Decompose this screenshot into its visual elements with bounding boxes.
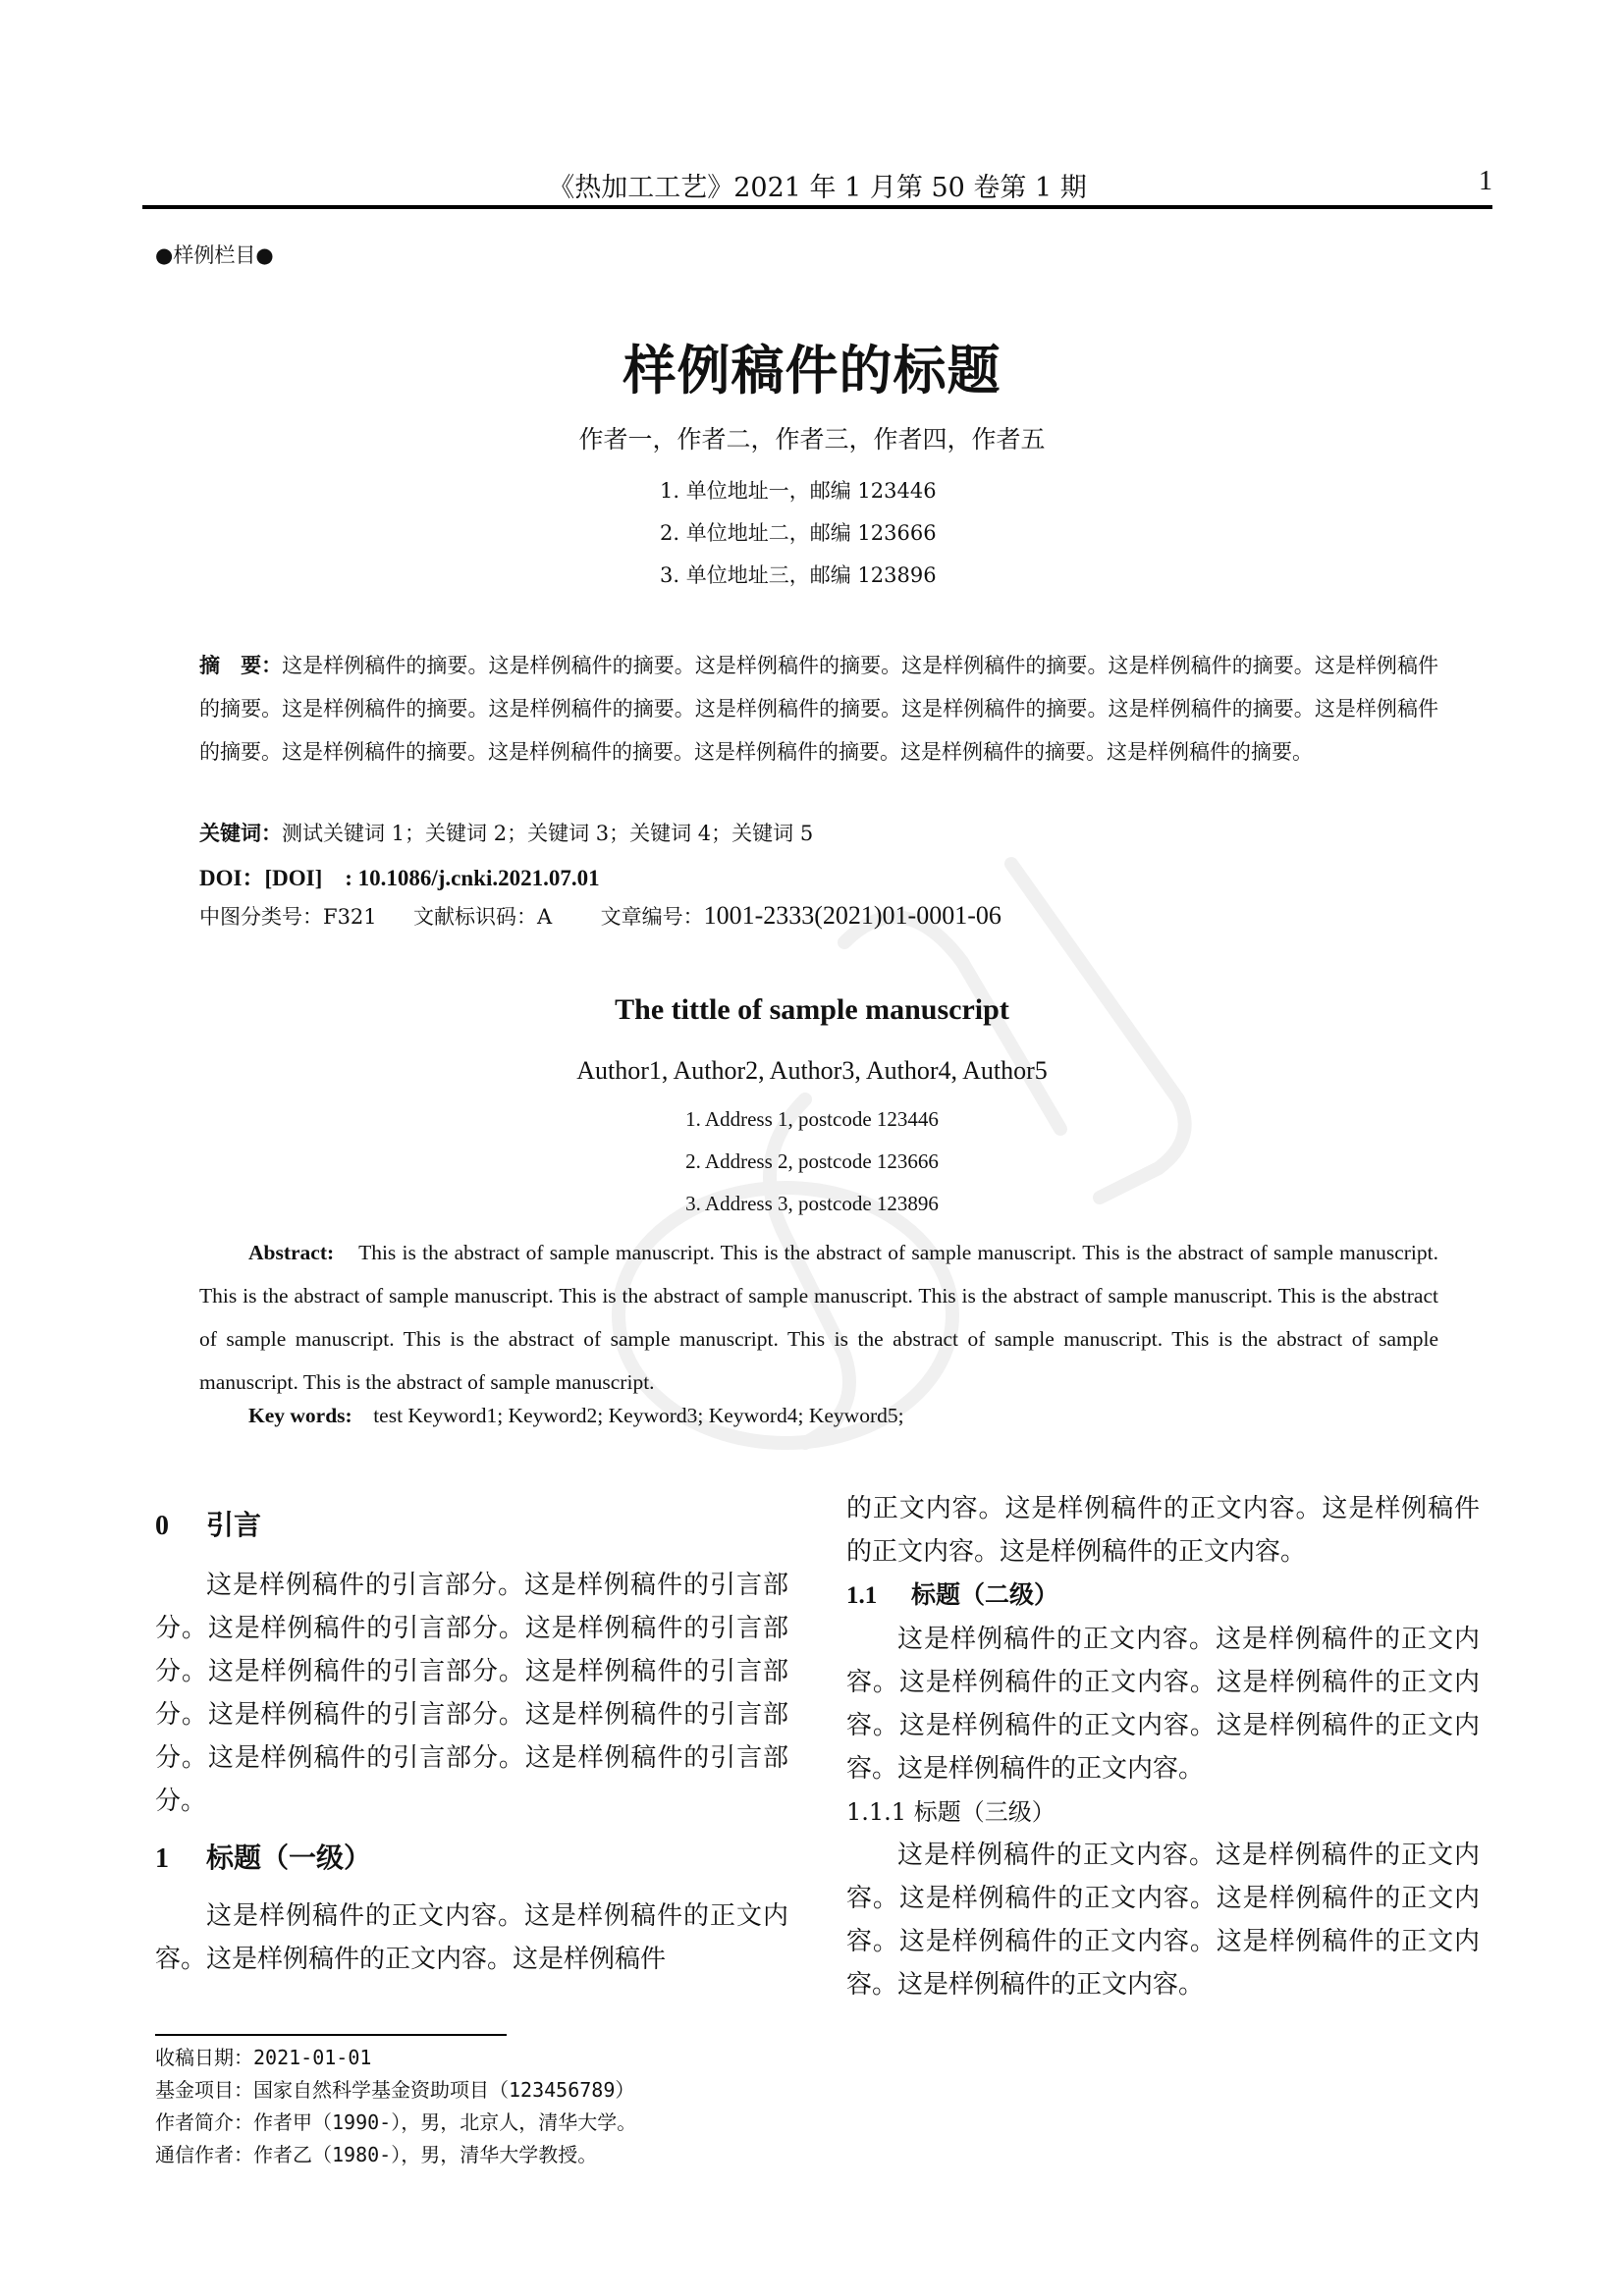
keywords-cn-label: 关键词： — [199, 822, 282, 845]
section-heading-0 — [155, 1504, 788, 1548]
doc-code-value: A — [537, 905, 553, 929]
keywords-chinese — [199, 818, 813, 847]
affiliation-en-3: 3. Address 3, postcode 123896 — [685, 1192, 939, 1215]
column-tag: ●样例栏目● — [155, 243, 274, 267]
section-1-paragraph: 这是样例稿件的正文内容。这是样例稿件的正文内容。这是样例稿件的正文内容。这是样例稿件 — [155, 1901, 788, 1974]
footnote-corresponding-author: 通信作者：作者乙（1980-），男，清华大学教授。 — [155, 2143, 598, 2166]
journal-issue: 《热加工工艺》2021 年 1 月第 50 卷第 1 期 — [548, 173, 1087, 203]
footnotes — [155, 2042, 636, 2171]
affiliation-cn-3: 3. 单位地址三，邮编 123896 — [660, 563, 937, 587]
body-right-column — [846, 1487, 1480, 2006]
affiliation-cn-1: 1. 单位地址一，邮编 123446 — [660, 479, 937, 503]
doc-code-label: 文献标识码： — [413, 905, 538, 929]
intro-paragraph: 这是样例稿件的引言部分。这是样例稿件的引言部分。这是样例稿件的引言部分。这是样例稿件的引言部分。这是样例稿件的引言部分。这是样例稿件的引言部分。这是样例稿件的引言部分。这是样例稿件的引言部分。这是样例稿件的引言部分。这是样例稿件的引言部分。 — [155, 1571, 788, 1816]
title-chinese: 样例稿件的标题 — [623, 340, 1001, 401]
keywords-english — [248, 1404, 904, 1428]
affiliation-en-2: 2. Address 2, postcode 123666 — [685, 1149, 939, 1173]
section-heading-1-1 — [846, 1574, 1480, 1618]
section-title: 引言 — [206, 1509, 262, 1541]
abstract-en-label: Abstract: — [248, 1241, 335, 1264]
body-left-column — [155, 1504, 788, 1981]
footnote-author-bio: 作者简介：作者甲（1990-），男，北京人，清华大学。 — [155, 2110, 637, 2134]
authors-chinese: 作者一，作者二，作者三，作者四，作者五 — [578, 425, 1046, 454]
abstract-chinese — [199, 644, 1438, 774]
authors-english: Author1, Author2, Author3, Author4, Author5 — [576, 1056, 1048, 1085]
section-number: 1.1 — [846, 1582, 878, 1609]
doi-value[interactable]: [DOI] : 10.1086/j.cnki.2021.07.01 — [264, 866, 600, 890]
affiliation-en-1: 1. Address 1, postcode 123446 — [685, 1107, 939, 1131]
page-number: 1 — [1479, 166, 1492, 196]
article-no-value: 1001-2333(2021)01-0001-06 — [703, 901, 1001, 930]
clc-label: 中图分类号： — [199, 905, 323, 929]
article-no-label: 文章编号： — [600, 905, 704, 929]
section-heading-1 — [155, 1837, 788, 1881]
keywords-en-label: Key words: — [248, 1404, 352, 1427]
section-1-1-1-paragraph: 这是样例稿件的正文内容。这是样例稿件的正文内容。这是样例稿件的正文内容。这是样例稿件的正文内容。这是样例稿件的正文内容。这是样例稿件的正文内容。这是样例稿件的正文内容。 — [846, 1841, 1480, 2000]
footnote-received-date: 收稿日期：2021-01-01 — [155, 2046, 372, 2069]
classification-line — [199, 901, 1001, 931]
section-number: 1 — [155, 1843, 169, 1874]
section-1-1-paragraph: 这是样例稿件的正文内容。这是样例稿件的正文内容。这是样例稿件的正文内容。这是样例稿件的正文内容。这是样例稿件的正文内容。这是样例稿件的正文内容。这是样例稿件的正文内容。 — [846, 1625, 1480, 1784]
doi-label: DOI： — [199, 866, 265, 890]
keywords-cn-text: 测试关键词 1；关键词 2；关键词 3；关键词 4；关键词 5 — [282, 822, 814, 845]
doi-line — [199, 860, 600, 892]
affiliation-cn-2: 2. 单位地址二，邮编 123666 — [660, 521, 937, 545]
title-english: The tittle of sample manuscript — [615, 993, 1009, 1026]
section-heading-1-1-1: 1.1.1 标题（三级） — [846, 1798, 1056, 1826]
footnote-funding: 基金项目：国家自然科学基金资助项目（123456789） — [155, 2078, 635, 2102]
footnote-rule — [155, 2034, 507, 2036]
section-1-paragraph-continued: 的正文内容。这是样例稿件的正文内容。这是样例稿件的正文内容。这是样例稿件的正文内容。 — [846, 1494, 1480, 1567]
section-number: 0 — [155, 1511, 169, 1541]
abstract-en-text: This is the abstract of sample manuscript. This is the abstract of sample manuscript. This is the abstract of sample manuscript. This is the abstract of sample manuscript. This is the abstract of sample manuscript. This is the abstract of sample manuscript. This is the abstract of sample manuscript. This is the abstract of sample manuscript. This is the abstract of sample manuscript. This is the abstract of sample manuscript. This is the abstract of sample manuscript. — [199, 1241, 1438, 1394]
running-head — [142, 162, 1492, 201]
section-title: 标题（二级） — [911, 1580, 1059, 1609]
abstract-english — [199, 1231, 1438, 1404]
clc-value: F321 — [323, 905, 377, 929]
keywords-en-text: test Keyword1; Keyword2; Keyword3; Keyword4; Keyword5; — [373, 1404, 904, 1427]
abstract-cn-label: 摘 要： — [199, 654, 283, 677]
header-rule — [142, 205, 1492, 209]
abstract-cn-text: 这是样例稿件的摘要。这是样例稿件的摘要。这是样例稿件的摘要。这是样例稿件的摘要。这是样例稿件的摘要。这是样例稿件的摘要。这是样例稿件的摘要。这是样例稿件的摘要。这是样例稿件的摘要。这是样例稿件的摘要。这是样例稿件的摘要。这是样例稿件的摘要。这是样例稿件的摘要。这是样例稿件的摘要。这是样例稿件的摘要。这是样例稿件的摘要。这是样例稿件的摘要。 — [199, 654, 1438, 764]
section-title: 标题（一级） — [206, 1842, 372, 1874]
